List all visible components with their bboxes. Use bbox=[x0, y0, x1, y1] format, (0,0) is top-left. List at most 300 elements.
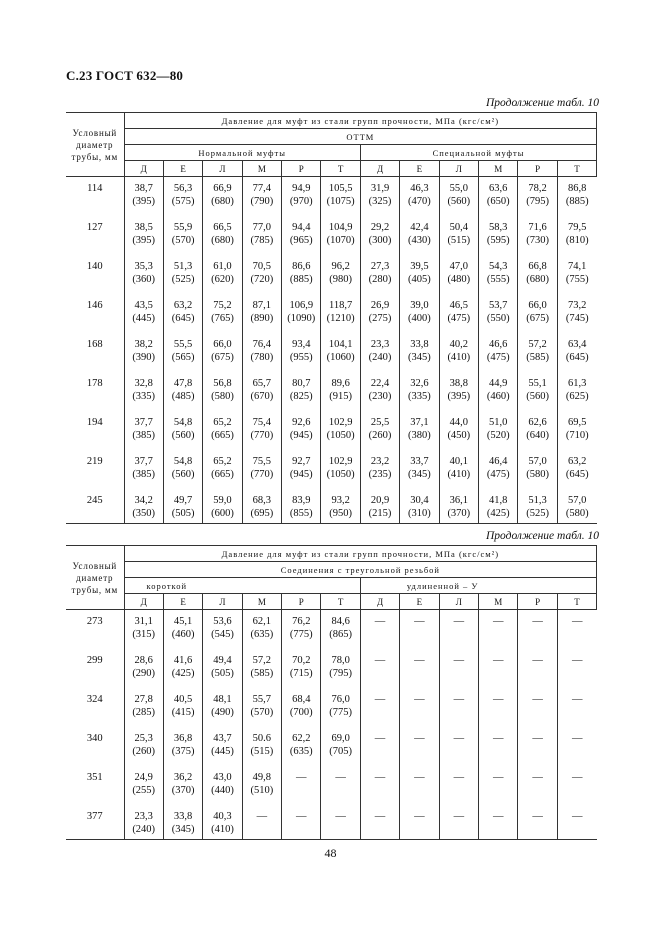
pipe-diameter: 140 bbox=[86, 261, 103, 272]
pressure-mpa: — bbox=[532, 655, 543, 666]
pressure-mpa: 40,5 bbox=[173, 694, 193, 705]
pressure-cell bbox=[360, 338, 399, 377]
pressure-kgs: (885) bbox=[289, 274, 313, 285]
pressure-kgs: (620) bbox=[211, 274, 234, 285]
pressure-cell bbox=[321, 771, 360, 810]
pressure-mpa: 66,0 bbox=[528, 300, 547, 311]
pipe-diameter: 377 bbox=[66, 810, 124, 840]
pressure-mpa: 51,3 bbox=[173, 261, 193, 272]
pressure-kgs: (675) bbox=[211, 352, 234, 363]
pressure-mpa: 39,5 bbox=[410, 261, 429, 272]
pressure-cell bbox=[321, 299, 360, 338]
pressure-cell bbox=[518, 377, 557, 416]
pressure-cell bbox=[282, 177, 321, 222]
pressure-mpa: 23,3 bbox=[370, 339, 390, 350]
pressure-mpa: 66,9 bbox=[213, 183, 232, 194]
pressure-mpa: — bbox=[374, 655, 386, 666]
pressure-kgs: (350) bbox=[132, 508, 156, 519]
pressure-cell bbox=[242, 693, 281, 732]
pressure-cell bbox=[360, 177, 399, 222]
pressure-mpa: 51,3 bbox=[528, 495, 547, 506]
pressure-cell bbox=[163, 377, 202, 416]
pressure-kgs: (580) bbox=[565, 508, 589, 519]
pressure-cell bbox=[203, 416, 242, 455]
pressure-kgs: (700) bbox=[289, 707, 313, 718]
pressure-kgs: (390) bbox=[132, 352, 156, 363]
pressure-kgs: (395) bbox=[132, 235, 156, 246]
pressure-mpa: 53,6 bbox=[213, 616, 232, 627]
pressure-cell bbox=[321, 810, 360, 840]
pressure-cell bbox=[439, 338, 478, 377]
strength-group-header: Л bbox=[203, 161, 242, 177]
pressure-cell bbox=[321, 221, 360, 260]
pressure-kgs: (260) bbox=[132, 746, 156, 757]
row-header: Условный диаметр трубы, мм bbox=[66, 113, 124, 177]
pressure-kgs: (360) bbox=[132, 274, 156, 285]
pressure-cell bbox=[400, 377, 439, 416]
pressure-kgs: (300) bbox=[368, 235, 392, 246]
pressure-mpa: 38,7 bbox=[134, 183, 153, 194]
pressure-kgs: (640) bbox=[526, 430, 549, 441]
pressure-cell bbox=[439, 610, 478, 655]
strength-group-header: Е bbox=[163, 594, 202, 610]
pressure-kgs: (645) bbox=[171, 313, 195, 324]
pipe-diameter: 146 bbox=[86, 300, 103, 311]
pressure-cell bbox=[242, 654, 281, 693]
pressure-mpa: — bbox=[296, 772, 307, 783]
pressure-mpa: 31,1 bbox=[134, 616, 153, 627]
pressure-cell bbox=[360, 455, 399, 494]
pressure-mpa: 22,4 bbox=[370, 378, 390, 389]
pressure-mpa: — bbox=[571, 655, 583, 666]
pressure-kgs: (825) bbox=[289, 391, 313, 402]
pressure-cell bbox=[479, 260, 518, 299]
pressure-mpa: 33,8 bbox=[173, 811, 193, 822]
group-header: ОТТМ bbox=[124, 129, 597, 145]
pressure-kgs: (525) bbox=[526, 508, 549, 519]
pressure-cell bbox=[321, 377, 360, 416]
pressure-kgs: (395) bbox=[447, 391, 471, 402]
pressure-cell bbox=[203, 654, 242, 693]
pressure-mpa: — bbox=[453, 772, 465, 783]
pressure-mpa: 28,6 bbox=[134, 655, 153, 666]
pressure-cell bbox=[282, 221, 321, 260]
pressure-mpa: 104,1 bbox=[328, 339, 353, 350]
pressure-mpa: — bbox=[414, 694, 425, 705]
pressure-kgs: (585) bbox=[526, 352, 549, 363]
pressure-kgs: (970) bbox=[289, 196, 313, 207]
pipe-diameter: 245 bbox=[66, 494, 124, 524]
pressure-cell bbox=[163, 693, 202, 732]
pressure-kgs: (370) bbox=[447, 508, 471, 519]
pressure-mpa: 33,8 bbox=[410, 339, 429, 350]
pressure-cell bbox=[439, 732, 478, 771]
pressure-kgs: (795) bbox=[329, 668, 353, 679]
pressure-kgs: (440) bbox=[211, 785, 234, 796]
pressure-mpa: 54,8 bbox=[173, 417, 193, 428]
pressure-mpa: 23,2 bbox=[370, 456, 390, 467]
pressure-cell bbox=[163, 416, 202, 455]
pressure-mpa: — bbox=[571, 733, 583, 744]
pressure-mpa: 62,1 bbox=[252, 616, 272, 627]
pressure-cell bbox=[242, 221, 281, 260]
pressure-cell bbox=[282, 455, 321, 494]
pressure-mpa: 44,9 bbox=[489, 378, 508, 389]
pressure-mpa: 92,6 bbox=[292, 417, 311, 428]
pressure-mpa: 29,2 bbox=[370, 222, 390, 233]
pressure-kgs: (475) bbox=[486, 469, 510, 480]
pressure-cell bbox=[479, 654, 518, 693]
pressure-kgs: (790) bbox=[250, 196, 274, 207]
pressure-cell bbox=[518, 177, 557, 222]
table-row bbox=[66, 810, 597, 840]
strength-group-header: Т bbox=[321, 594, 360, 610]
pressure-cell bbox=[163, 654, 202, 693]
pressure-cell bbox=[557, 177, 596, 222]
pressure-mpa: — bbox=[453, 655, 465, 666]
pressure-cell bbox=[400, 494, 439, 524]
table1 bbox=[66, 112, 597, 524]
pressure-mpa: 26,9 bbox=[370, 300, 390, 311]
pressure-cell bbox=[124, 177, 163, 222]
pressure-kgs: (580) bbox=[211, 391, 234, 402]
pressure-kgs: (545) bbox=[211, 629, 234, 640]
pressure-cell bbox=[557, 221, 596, 260]
pressure-cell bbox=[163, 221, 202, 260]
pressure-cell bbox=[203, 221, 242, 260]
pressure-kgs: (235) bbox=[368, 469, 392, 480]
pressure-kgs: (1210) bbox=[326, 313, 355, 324]
pipe-diameter: 273 bbox=[86, 616, 103, 627]
pressure-mpa: 77,4 bbox=[252, 183, 272, 194]
pressure-cell bbox=[242, 732, 281, 771]
pressure-mpa: 43,0 bbox=[213, 772, 232, 783]
pressure-mpa: 37,7 bbox=[134, 417, 153, 428]
strength-group-header: Е bbox=[400, 594, 439, 610]
pressure-mpa: 53,7 bbox=[489, 300, 508, 311]
pressure-mpa: 33,7 bbox=[410, 456, 429, 467]
pressure-cell bbox=[518, 221, 557, 260]
pressure-kgs: (505) bbox=[211, 668, 234, 679]
pressure-kgs: (475) bbox=[447, 313, 471, 324]
pressure-mpa: 63,2 bbox=[568, 456, 587, 467]
pressure-mpa: 36,8 bbox=[173, 733, 193, 744]
pressure-kgs: (1075) bbox=[326, 196, 355, 207]
pressure-mpa: 59,0 bbox=[213, 495, 232, 506]
strength-group-header: Л bbox=[439, 594, 478, 610]
pressure-mpa: — bbox=[335, 811, 346, 822]
pressure-mpa: 75,4 bbox=[252, 417, 272, 428]
pressure-cell bbox=[439, 693, 478, 732]
pressure-cell bbox=[282, 299, 321, 338]
pressure-cell bbox=[479, 494, 518, 524]
pressure-cell bbox=[282, 416, 321, 455]
pressure-cell bbox=[557, 338, 596, 377]
pressure-cell bbox=[321, 732, 360, 771]
pressure-cell bbox=[439, 299, 478, 338]
pressure-cell bbox=[439, 221, 478, 260]
pressure-kgs: (680) bbox=[211, 235, 234, 246]
pressure-cell bbox=[124, 771, 163, 810]
strength-group-header: Д bbox=[124, 161, 163, 177]
pressure-mpa: 32,8 bbox=[134, 378, 153, 389]
pressure-cell bbox=[124, 416, 163, 455]
pressure-mpa: 55,7 bbox=[252, 694, 272, 705]
pressure-mpa: — bbox=[296, 811, 307, 822]
pressure-kgs: (515) bbox=[250, 746, 274, 757]
pressure-cell bbox=[479, 377, 518, 416]
pressure-mpa: 30,4 bbox=[410, 495, 429, 506]
strength-group-header: М bbox=[479, 594, 518, 610]
pressure-kgs: (785) bbox=[250, 235, 274, 246]
pressure-kgs: (240) bbox=[132, 824, 156, 835]
pressure-cell bbox=[479, 177, 518, 222]
pressure-cell bbox=[400, 416, 439, 455]
pressure-mpa: 40,3 bbox=[213, 811, 232, 822]
pressure-mpa: 56,8 bbox=[213, 378, 232, 389]
pressure-mpa: — bbox=[571, 772, 583, 783]
pressure-mpa: 46,4 bbox=[489, 456, 508, 467]
pressure-mpa: 70,5 bbox=[252, 261, 272, 272]
pressure-cell bbox=[400, 693, 439, 732]
table-row bbox=[66, 455, 597, 494]
pressure-kgs: (770) bbox=[250, 430, 274, 441]
pressure-kgs: (325) bbox=[368, 196, 392, 207]
pressure-cell bbox=[400, 221, 439, 260]
pressure-mpa: 32,6 bbox=[410, 378, 429, 389]
pressure-cell bbox=[518, 654, 557, 693]
pressure-cell bbox=[400, 299, 439, 338]
pressure-kgs: (635) bbox=[289, 746, 313, 757]
pressure-mpa: 66,0 bbox=[213, 339, 232, 350]
pressure-mpa: — bbox=[374, 772, 386, 783]
pressure-cell bbox=[518, 494, 557, 524]
pressure-mpa: — bbox=[414, 772, 425, 783]
pressure-cell bbox=[557, 455, 596, 494]
pressure-cell bbox=[124, 732, 163, 771]
strength-group-header: Р bbox=[282, 161, 321, 177]
pressure-kgs: (430) bbox=[408, 235, 431, 246]
pressure-mpa: 50,4 bbox=[449, 222, 468, 233]
pressure-kgs: (635) bbox=[250, 629, 274, 640]
pressure-mpa: — bbox=[492, 811, 504, 822]
pressure-kgs: (460) bbox=[171, 629, 195, 640]
pressure-mpa: 47,0 bbox=[449, 261, 468, 272]
pressure-mpa: 49,7 bbox=[173, 495, 193, 506]
pressure-mpa: 47,8 bbox=[173, 378, 193, 389]
pressure-mpa: 40,1 bbox=[449, 456, 468, 467]
pressure-mpa: 38,8 bbox=[449, 378, 468, 389]
pressure-cell bbox=[124, 338, 163, 377]
table-row bbox=[66, 654, 597, 693]
pressure-cell bbox=[518, 416, 557, 455]
pressure-mpa: 76,4 bbox=[252, 339, 272, 350]
strength-group-header: Р bbox=[518, 594, 557, 610]
table-row bbox=[66, 377, 597, 416]
pressure-cell bbox=[360, 299, 399, 338]
pressure-cell bbox=[163, 494, 202, 524]
pressure-mpa: 36,2 bbox=[173, 772, 193, 783]
pressure-mpa: 62,2 bbox=[292, 733, 311, 744]
pressure-kgs: (425) bbox=[486, 508, 510, 519]
pressure-cell bbox=[360, 221, 399, 260]
pressure-mpa: — bbox=[492, 694, 504, 705]
table-row bbox=[66, 416, 597, 455]
pressure-kgs: (775) bbox=[289, 629, 313, 640]
pressure-kgs: (600) bbox=[211, 508, 234, 519]
pressure-cell bbox=[479, 610, 518, 655]
pipe-diameter: 299 bbox=[86, 655, 103, 666]
pressure-mpa: 57,2 bbox=[528, 339, 547, 350]
pressure-mpa: 57,2 bbox=[252, 655, 272, 666]
pressure-cell bbox=[242, 771, 281, 810]
pressure-cell bbox=[557, 771, 596, 810]
pressure-mpa: 55,9 bbox=[173, 222, 193, 233]
pressure-kgs: (885) bbox=[565, 196, 589, 207]
pressure-cell bbox=[479, 338, 518, 377]
pressure-kgs: (980) bbox=[329, 274, 353, 285]
pressure-cell bbox=[124, 610, 163, 655]
pressure-kgs: (315) bbox=[132, 629, 156, 640]
pressure-kgs: (310) bbox=[408, 508, 431, 519]
pressure-kgs: (405) bbox=[408, 274, 431, 285]
table1-continuation-label: Продолжение табл. 10 bbox=[486, 97, 599, 109]
pressure-cell bbox=[282, 377, 321, 416]
strength-group-header: М bbox=[242, 161, 281, 177]
pressure-cell bbox=[282, 260, 321, 299]
pressure-kgs: (1050) bbox=[326, 469, 355, 480]
pressure-kgs: (460) bbox=[486, 391, 510, 402]
pressure-mpa: 46,6 bbox=[489, 339, 508, 350]
pressure-kgs: (665) bbox=[211, 430, 234, 441]
pressure-mpa: 75,5 bbox=[252, 456, 272, 467]
pressure-mpa: 68,3 bbox=[252, 495, 272, 506]
pressure-mpa: 36,1 bbox=[449, 495, 468, 506]
pressure-mpa: — bbox=[453, 733, 465, 744]
pressure-mpa: 54,3 bbox=[489, 261, 508, 272]
pressure-mpa: 43,7 bbox=[213, 733, 232, 744]
pressure-mpa: 34,2 bbox=[134, 495, 153, 506]
pressure-mpa: 55,1 bbox=[528, 378, 547, 389]
pressure-cell bbox=[321, 494, 360, 524]
pressure-cell bbox=[439, 177, 478, 222]
pressure-cell bbox=[439, 771, 478, 810]
pressure-mpa: 74,1 bbox=[568, 261, 587, 272]
pressure-mpa: 94,4 bbox=[292, 222, 311, 233]
pressure-kgs: (775) bbox=[329, 707, 353, 718]
pressure-kgs: (400) bbox=[408, 313, 431, 324]
pressure-kgs: (680) bbox=[526, 274, 549, 285]
pressure-mpa: 39,0 bbox=[410, 300, 429, 311]
strength-group-header: Т bbox=[321, 161, 360, 177]
pressure-kgs: (650) bbox=[486, 196, 510, 207]
pressure-cell bbox=[400, 732, 439, 771]
pressure-cell bbox=[360, 260, 399, 299]
pressure-cell bbox=[163, 455, 202, 494]
pressure-cell bbox=[163, 810, 202, 840]
pipe-diameter: 324 bbox=[86, 694, 103, 705]
pressure-kgs: (580) bbox=[526, 469, 549, 480]
pressure-kgs: (570) bbox=[171, 235, 195, 246]
pressure-kgs: (595) bbox=[486, 235, 510, 246]
pressure-cell bbox=[439, 260, 478, 299]
pressure-mpa: 102,9 bbox=[328, 417, 353, 428]
pressure-mpa: 106,9 bbox=[289, 300, 314, 311]
table-row bbox=[66, 610, 597, 655]
pressure-cell bbox=[479, 416, 518, 455]
pressure-cell bbox=[479, 455, 518, 494]
pressure-kgs: (525) bbox=[171, 274, 195, 285]
pressure-kgs: (1050) bbox=[326, 430, 355, 441]
pressure-kgs: (695) bbox=[250, 508, 274, 519]
pressure-cell bbox=[360, 494, 399, 524]
pressure-kgs: (570) bbox=[250, 707, 274, 718]
pressure-cell bbox=[557, 494, 596, 524]
pressure-kgs: (795) bbox=[526, 196, 549, 207]
pressure-cell bbox=[439, 455, 478, 494]
pressure-cell bbox=[321, 416, 360, 455]
pressure-kgs: (485) bbox=[171, 391, 195, 402]
pressure-mpa: 84,6 bbox=[331, 616, 350, 627]
pressure-kgs: (475) bbox=[486, 352, 510, 363]
table-row bbox=[66, 260, 597, 299]
pressure-cell bbox=[360, 810, 399, 840]
pressure-kgs: (560) bbox=[171, 430, 195, 441]
pressure-mpa: 40,2 bbox=[449, 339, 468, 350]
pressure-mpa: 46,5 bbox=[449, 300, 468, 311]
pressure-kgs: (765) bbox=[211, 313, 234, 324]
pressure-kgs: (410) bbox=[211, 824, 234, 835]
pressure-mpa: — bbox=[532, 811, 543, 822]
pressure-kgs: (585) bbox=[250, 668, 274, 679]
pressure-mpa: 78,0 bbox=[331, 655, 350, 666]
pressure-cell bbox=[518, 455, 557, 494]
pressure-cell bbox=[203, 693, 242, 732]
pressure-mpa: 66,8 bbox=[528, 261, 547, 272]
strength-group-header: Р bbox=[518, 161, 557, 177]
pressure-mpa: 93,2 bbox=[331, 495, 350, 506]
pressure-mpa: 25,5 bbox=[370, 417, 390, 428]
pressure-mpa: 94,9 bbox=[292, 183, 311, 194]
pressure-cell bbox=[479, 221, 518, 260]
pressure-header: Давление для муфт из стали групп прочности, МПа (кгс/см²) bbox=[124, 546, 597, 562]
pressure-mpa: 23,3 bbox=[134, 811, 153, 822]
pressure-mpa: 83,9 bbox=[292, 495, 311, 506]
pressure-cell bbox=[203, 299, 242, 338]
pressure-kgs: (555) bbox=[486, 274, 510, 285]
pressure-cell bbox=[203, 177, 242, 222]
pressure-kgs: (705) bbox=[329, 746, 353, 757]
pressure-kgs: (345) bbox=[171, 824, 195, 835]
pressure-kgs: (375) bbox=[171, 746, 195, 757]
strength-group-header: Р bbox=[282, 594, 321, 610]
pressure-mpa: — bbox=[414, 811, 425, 822]
pressure-cell bbox=[163, 338, 202, 377]
pressure-mpa: 61,0 bbox=[213, 261, 232, 272]
pressure-mpa: 104,9 bbox=[328, 222, 353, 233]
pressure-kgs: (510) bbox=[250, 785, 274, 796]
pressure-kgs: (890) bbox=[250, 313, 274, 324]
pressure-cell bbox=[321, 455, 360, 494]
pressure-cell bbox=[360, 377, 399, 416]
pressure-cell bbox=[124, 494, 163, 524]
pressure-cell bbox=[163, 260, 202, 299]
pressure-cell bbox=[124, 810, 163, 840]
pressure-cell bbox=[242, 299, 281, 338]
pressure-cell bbox=[203, 494, 242, 524]
pressure-mpa: 27,8 bbox=[134, 694, 153, 705]
pressure-header: Давление для муфт из стали групп прочности, МПа (кгс/см²) bbox=[124, 113, 597, 129]
